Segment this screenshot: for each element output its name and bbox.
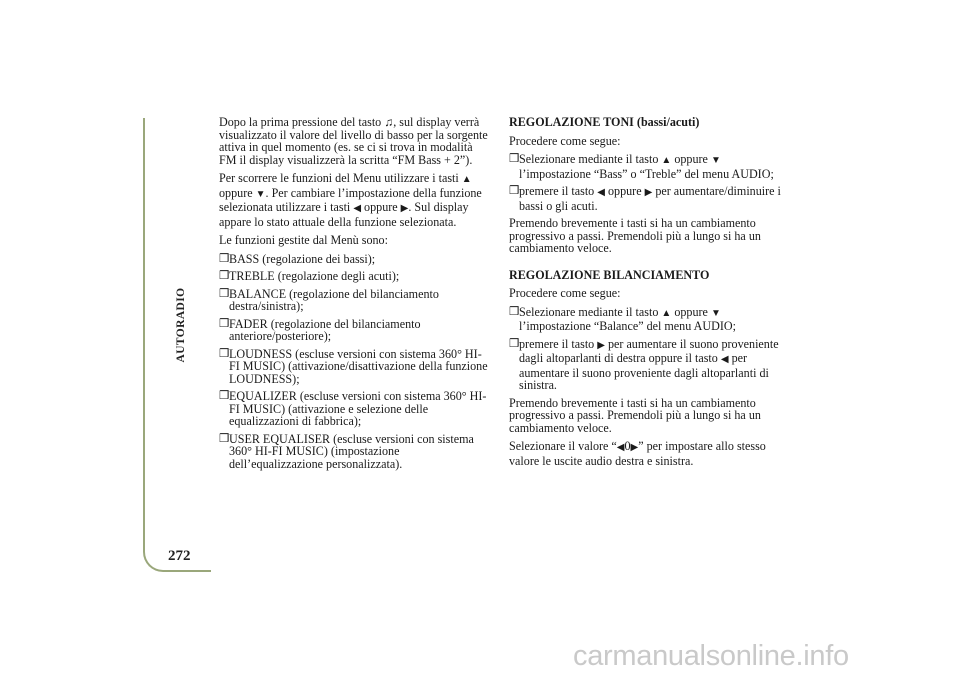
arrow-up-icon: ▲ xyxy=(661,155,672,166)
list-item-text: USER EQUALISER (escluse versioni con sistema 360° HI-FI MUSIC) (impostazione dell’equalizzazione personalizzata). xyxy=(229,431,474,471)
checkbox-icon: ❒ xyxy=(219,252,230,265)
toni-heading: REGOLAZIONE TONI (bassi/acuti) xyxy=(509,115,700,129)
list-item xyxy=(509,306,791,333)
text: premere il tasto xyxy=(519,184,598,198)
list-item xyxy=(509,185,791,212)
left-column xyxy=(219,116,491,475)
list-item xyxy=(219,390,491,428)
text: oppure xyxy=(671,152,711,166)
list-item xyxy=(219,270,491,283)
watermark: carmanualsonline.info xyxy=(573,640,849,672)
arrow-right-icon: ▶ xyxy=(400,203,409,214)
text: . Sul display appare lo stato attuale della funzione selezionata. xyxy=(219,200,469,229)
text: per aumentare il suono proveniente dagli altoparlanti di sinistra. xyxy=(519,351,769,392)
page-number: 272 xyxy=(168,548,191,564)
text: oppure xyxy=(604,184,645,198)
toni-note: Premendo brevemente i tasti si ha un cambiamento progressivo a passi. Premendoli più a lungo si ha un cambiamento veloce. xyxy=(509,216,761,255)
list-item-text: FADER (regolazione del bilanciamento anteriore/posteriore); xyxy=(229,316,421,343)
arrow-left-icon: ◀ xyxy=(597,187,605,198)
intro-paragraph xyxy=(219,116,491,166)
arrow-up-icon: ▲ xyxy=(461,174,472,185)
text: oppure xyxy=(219,185,256,200)
text: oppure xyxy=(671,304,711,319)
list-item xyxy=(509,153,791,180)
arrow-down-icon: ▼ xyxy=(255,188,266,200)
arrow-right-icon: ▶ xyxy=(630,442,639,453)
arrow-down-icon: ▼ xyxy=(710,307,721,319)
arrow-left-icon: ◀ xyxy=(616,442,625,453)
list-item-text: BALANCE (regolazione del bilanciamento destra/sinistra); xyxy=(229,286,439,313)
arrow-left-icon: ◀ xyxy=(720,354,729,365)
arrow-up-icon: ▲ xyxy=(661,307,672,319)
checkbox-icon: ❒ xyxy=(219,270,230,282)
list-item xyxy=(219,348,491,386)
list-item xyxy=(509,338,791,392)
checkbox-icon: ❒ xyxy=(509,305,520,318)
checkbox-icon: ❒ xyxy=(219,390,230,402)
menu-functions-intro: Le funzioni gestite dal Menù sono: xyxy=(219,233,388,247)
text: ” per impostare allo stesso valore le uscite audio destra e sinistra. xyxy=(509,439,766,468)
checkbox-icon: ❒ xyxy=(509,337,520,350)
text: , sul display verrà visualizzato il valore del livello di basso per la sorgente attiva in quel momento (es. se ci si trova in modalità FM il display visualizzerà la scritta “FM Bass + 2”). xyxy=(219,115,488,167)
arrow-right-icon: ▶ xyxy=(597,339,605,351)
text: Selezionare il valore “ xyxy=(509,439,617,453)
checkbox-icon: ❒ xyxy=(219,287,230,300)
final-paragraph xyxy=(509,440,791,467)
text: Per scorrere le funzioni del Menu utilizzare i tasti xyxy=(219,171,462,185)
list-item xyxy=(219,253,491,266)
checkbox-icon: ❒ xyxy=(509,153,520,165)
bilanciamento-heading: REGOLAZIONE BILANCIAMENTO xyxy=(509,267,710,282)
text: Dopo la prima pressione del tasto xyxy=(219,115,385,129)
list-item xyxy=(219,318,491,343)
bilanciamento-note: Premendo brevemente i tasti si ha un cambiamento progressivo a passi. Premendoli più a lungo si ha un cambiamento veloce. xyxy=(509,395,761,435)
text: premere il tasto xyxy=(519,336,598,351)
list-item xyxy=(219,433,491,471)
text: oppure xyxy=(361,200,401,214)
text: l’impostazione “Balance” del menu AUDIO; xyxy=(519,319,736,333)
arrow-right-icon: ▶ xyxy=(644,187,653,198)
navigation-paragraph xyxy=(219,172,491,228)
right-column xyxy=(509,116,791,473)
arrow-left-icon: ◀ xyxy=(353,203,362,214)
text: Selezionare mediante il tasto xyxy=(519,152,662,166)
checkbox-icon: ❒ xyxy=(509,185,520,197)
balance-zero-value: 0 xyxy=(624,439,631,453)
music-note-icon: ♫ xyxy=(384,115,394,129)
text: Selezionare mediante il tasto xyxy=(519,304,662,319)
text: per aumentare il suono proveniente dagli altoparlanti di destra oppure il tasto xyxy=(519,336,779,365)
list-item xyxy=(219,288,491,313)
list-item-text: TREBLE (regolazione degli acuti); xyxy=(229,269,400,283)
checkbox-icon: ❒ xyxy=(219,347,230,360)
arrow-down-icon: ▼ xyxy=(710,155,721,166)
checkbox-icon: ❒ xyxy=(219,432,230,445)
list-item-text: EQUALIZER (escluse versioni con sistema 360° HI-FI MUSIC) (attivazione e selezione delle equalizzazioni di fabbrica); xyxy=(229,389,487,428)
text: per aumentare/diminuire i bassi o gli acuti. xyxy=(519,184,781,213)
checkbox-icon: ❒ xyxy=(219,317,230,330)
text: . Per cambiare l’impostazione della funzione selezionata utilizzare i tasti xyxy=(219,185,482,214)
section-label: AUTORADIO xyxy=(175,287,187,363)
bilanciamento-intro: Procedere come segue: xyxy=(509,286,621,300)
list-item-text: BASS (regolazione dei bassi); xyxy=(229,251,376,266)
text: l’impostazione “Bass” o “Treble” del menu AUDIO; xyxy=(519,166,774,181)
toni-intro: Procedere come segue: xyxy=(509,133,621,148)
list-item-text: LOUDNESS (escluse versioni con sistema 360° HI-FI MUSIC) (attivazione/disattivazione della funzione LOUDNESS); xyxy=(229,346,488,386)
